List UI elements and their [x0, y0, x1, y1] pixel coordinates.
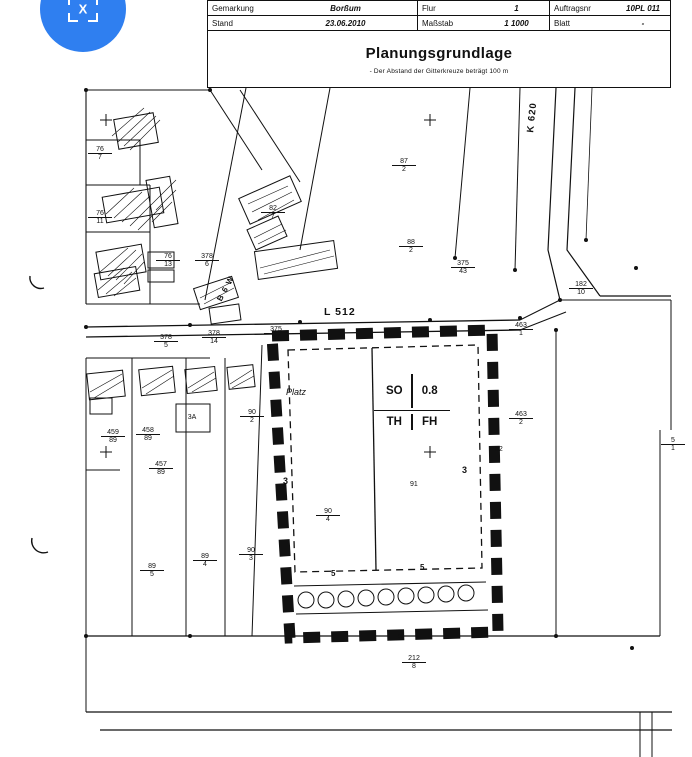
parcel-375-43-numerator: 375	[457, 260, 469, 267]
parcel-76-13-numerator: 76	[164, 253, 172, 260]
parcel-3a-numerator: 3A	[187, 414, 197, 421]
parcel-457-89-denominator: 89	[149, 468, 173, 476]
parcel-378-5-numerator: 378	[160, 334, 172, 341]
parcel-edge-5	[661, 437, 685, 453]
parcel-edge-5-numerator: 5	[671, 437, 675, 444]
parcel-82-7-numerator: 82	[269, 205, 277, 212]
parcel-76-11-denominator: 11	[88, 217, 112, 225]
so-label: SO	[385, 385, 403, 397]
parcel-378-6-denominator: 6	[195, 260, 219, 268]
parcel-375-43-denominator: 43	[451, 267, 475, 275]
parcel-458-89-numerator: 458	[142, 427, 154, 434]
titleblock-value-auftragsnr: 10PL 011	[626, 3, 660, 13]
parcel-378-5-denominator: 5	[154, 341, 178, 349]
parcel-459-89-numerator: 459	[107, 429, 119, 436]
parcel-88-2	[399, 239, 423, 255]
titleblock-value-gemarkung: Borßum	[270, 1, 418, 15]
titleblock-value-blatt: -	[641, 18, 645, 28]
parcel-459-89-denominator: 89	[101, 436, 125, 444]
parcel-463-1-denominator: 1	[509, 329, 533, 337]
building-edge-5-left: 5	[331, 569, 336, 578]
parcel-90-3-numerator: 90	[247, 547, 255, 554]
parcel-375-52	[264, 326, 288, 342]
parcel-90-4-denominator: 4	[316, 515, 340, 523]
parcel-label-92: 92	[495, 446, 503, 453]
parcel-182-10-denominator: 10	[569, 288, 593, 296]
parcel-88-2-numerator: 88	[407, 239, 415, 246]
parcel-3a	[180, 414, 204, 421]
parcel-88-2-denominator: 2	[399, 246, 423, 254]
plan-title: Planungsgrundlage	[365, 45, 513, 62]
titleblock-label-blatt: Blatt	[554, 18, 571, 28]
titleblock-label-massstab: Maßstab	[422, 18, 454, 28]
parcel-458-89-denominator: 89	[136, 434, 160, 442]
parcel-375-43	[451, 260, 475, 276]
parcel-76-11	[88, 210, 112, 226]
parcel-459-89	[101, 429, 125, 445]
plan-subtitle: - Der Abstand der Gitterkreuze beträgt 100 m	[369, 68, 509, 75]
titleblock-label-flur: Flur	[422, 3, 436, 13]
parcel-76-13	[156, 253, 180, 269]
street-label-l512: L 512	[324, 306, 356, 318]
parcel-90-4	[316, 508, 340, 524]
parcel-76-7	[88, 146, 112, 162]
street-label-bbw: B 6 W	[215, 274, 236, 303]
parcel-212-8-denominator: 8	[402, 662, 426, 670]
parcel-89-4	[193, 553, 217, 569]
parcel-457-89	[149, 461, 173, 477]
fh-label: FH	[422, 416, 438, 429]
parcel-375-52-numerator: 375	[270, 326, 282, 333]
parcel-463-2	[509, 411, 533, 427]
parcel-90-2-denominator: 2	[240, 416, 264, 424]
street-label-k620: K 620	[525, 101, 540, 134]
titleblock-value-flur: 1	[480, 1, 550, 15]
so-hline	[374, 410, 450, 411]
parcel-378-6-numerator: 378	[201, 253, 213, 260]
parcel-463-2-numerator: 463	[515, 411, 527, 418]
parcel-edge-5-denominator: 1	[661, 444, 685, 452]
titleblock-value-massstab: 1 1000	[480, 16, 550, 30]
parcel-182-10	[569, 281, 593, 297]
th-label: TH	[386, 416, 402, 429]
badge-x-glyph: X	[78, 1, 88, 17]
gfz-value: 0.8	[421, 385, 438, 397]
parcel-87-2-denominator: 2	[392, 165, 416, 173]
parcel-212-8	[402, 655, 426, 671]
parcel-89-5-numerator: 89	[148, 563, 156, 570]
titleblock-label-stand: Stand	[212, 18, 233, 28]
parcel-378-14	[202, 330, 226, 346]
parcel-90-2-numerator: 90	[248, 409, 256, 416]
parcel-89-5-denominator: 5	[140, 570, 164, 578]
parcel-378-6	[195, 253, 219, 269]
parcel-label-91: 91	[410, 481, 418, 488]
titleblock-value-stand: 23.06.2010	[270, 16, 418, 30]
parcel-89-5	[140, 563, 164, 579]
parcel-90-3-denominator: 3	[239, 554, 263, 562]
parcel-463-1	[509, 322, 533, 338]
titleblock-label-auftragsnr: Auftragsnr	[554, 3, 591, 13]
parcel-90-4-numerator: 90	[324, 508, 332, 515]
parcel-378-14-numerator: 378	[208, 330, 220, 337]
parcel-457-89-numerator: 457	[155, 461, 167, 468]
parcel-458-89	[136, 427, 160, 443]
title-block	[207, 0, 671, 88]
parcel-212-8-numerator: 212	[408, 655, 420, 662]
building-use-designation	[372, 374, 452, 430]
parcel-89-4-numerator: 89	[201, 553, 209, 560]
parcel-label-93-left: 3	[283, 476, 289, 486]
parcel-label-93-right: 3	[462, 465, 468, 475]
building-edge-5-right: 5	[420, 563, 425, 572]
parcel-82-7	[261, 205, 285, 221]
parcel-463-1-numerator: 463	[515, 322, 527, 329]
parcel-375-52-denominator: 52	[264, 333, 288, 341]
titleblock-label-gemarkung: Gemarkung	[212, 3, 254, 13]
parcel-87-2	[392, 158, 416, 174]
parcel-82-7-denominator: 7	[261, 212, 285, 220]
parcel-76-13-denominator: 13	[156, 260, 180, 268]
parcel-76-7-denominator: 7	[88, 153, 112, 161]
parcel-76-7-numerator: 76	[96, 146, 104, 153]
parcel-label-platz: Platz	[286, 387, 307, 397]
parcel-378-5	[154, 334, 178, 350]
parcel-378-14-denominator: 14	[202, 337, 226, 345]
parcel-463-2-denominator: 2	[509, 418, 533, 426]
parcel-87-2-numerator: 87	[400, 158, 408, 165]
parcel-89-4-denominator: 4	[193, 560, 217, 568]
parcel-182-10-numerator: 182	[575, 281, 587, 288]
parcel-76-11-numerator: 76	[96, 210, 104, 217]
parcel-90-3	[239, 547, 263, 563]
parcel-90-2	[240, 409, 264, 425]
